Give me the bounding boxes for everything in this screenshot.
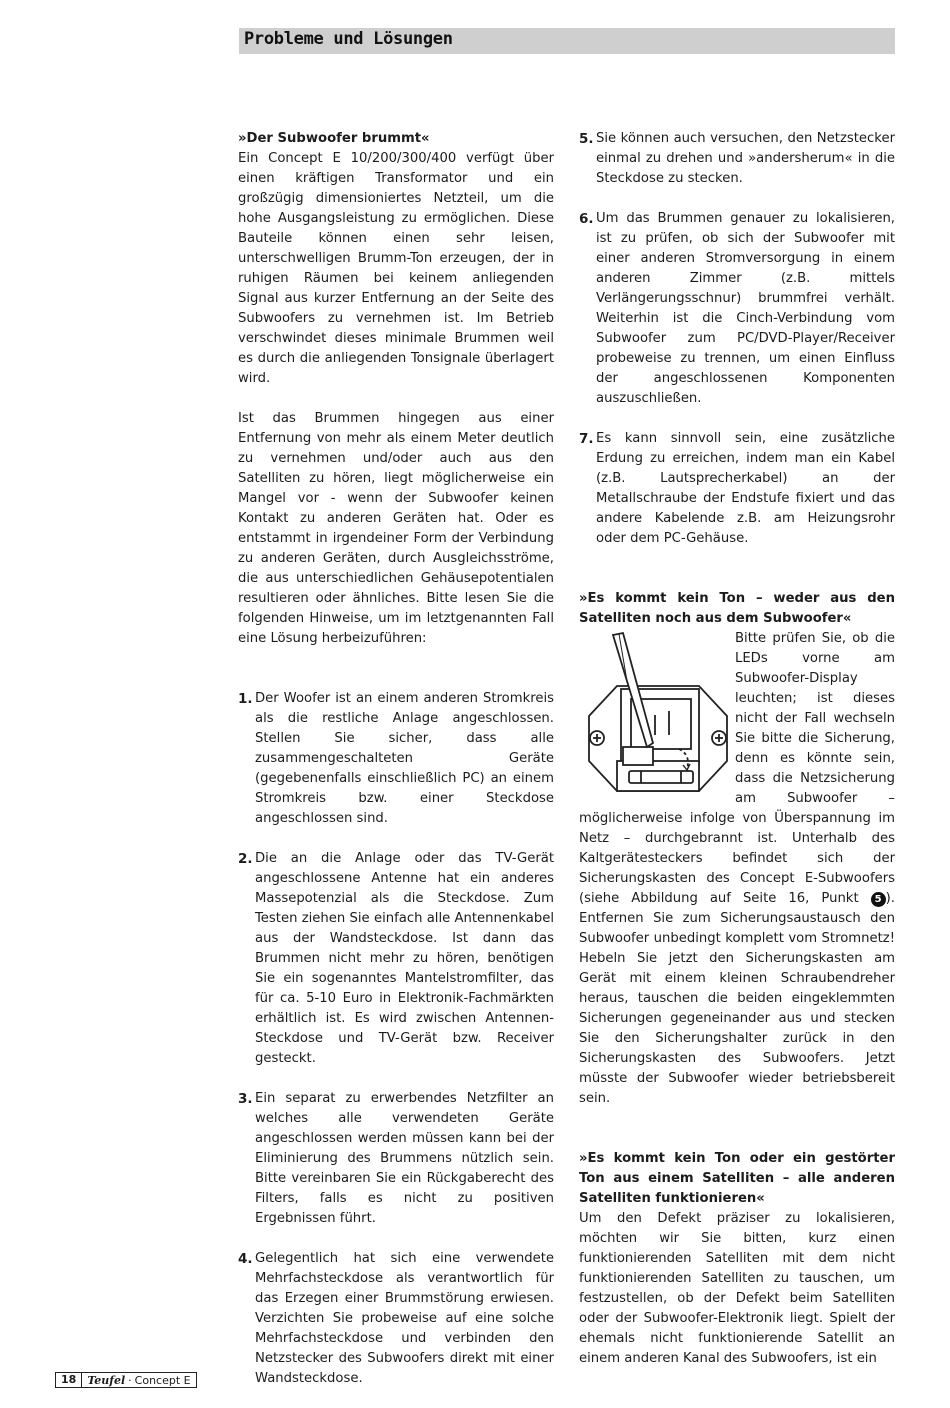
right-column <box>579 129 895 1369</box>
brand-logo: Teufel <box>87 1373 126 1387</box>
list-item: 1. Der Woofer ist an einem anderen Stromkreis als die restliche Anlage angeschlossen. Stellen Sie sicher, dass alle zusammengeschalteten Geräte (gegebenenfalls einschließlich PC) an einem Stromkreis bzw. einer Steckdose angeschlossen sind. <box>238 691 554 826</box>
marker-number-badge: 5 <box>871 892 886 907</box>
list-item: 4. Gelegentlich hat sich eine verwendete Mehrfachsteckdose als verantwortlich für das Erzegen einer Brummstörung erwiesen. Verzichten Sie probeweise auf eine solche Mehrfachsteckdose und verbinden den Netzstecker des Subwoofers direkt mit einer Wandsteckdose. <box>238 1251 554 1386</box>
paragraph-fuse-replacement: Bitte prüfen Sie, ob die LEDs vorne am Subwoofer-Display leuchten; ist dieses nicht der Fall wechseln Sie bitte die Sicherung, denn es könnte sein, dass die Netzsicherung am Subwoofer – möglicherweise infolge von Überspannung im Netz – durchgebrannt ist. Unterhalb des Kaltgerätesteckers befindet sich der Sicherungskasten des Concept E-Subwoofers (siehe Abbildung auf Seite 16, Punkt 5 ). Entfernen Sie zum Sicherungsaustausch den Subwoofer unbedingt komplett vom Stromnetz! Hebeln Sie jetzt den Sicherungskasten am Gerät mit einem kleinen Schraubendreher heraus, tauschen die beiden eingeklemmten Sicherungen gegeneinander aus und stecken Sie den Sicherungshalter zurück in den Sicherungskasten des Subwoofers. Jetzt müsste der Subwoofer wieder betriebsbereit sein. <box>579 631 895 1106</box>
paragraph-hum-distance: Ist das Brummen hingegen aus einer Entfernung von mehr als einem Meter deutlich zu vernehmen und/oder auch aus den Satelliten zu hören, liegt möglicherweise ein Mangel vor - wenn der Subwoofer keinen Kontakt zu anderen Geräten hat. Oder es entstammt in irgendeiner Form der Verbindung zu anderen Geräten, durch Ausgleichsströme, die aus unterschiedlichen Gehäusepotentialen resultieren oder ähnliches. Bitte lesen Sie die folgenden Hinweise, um im letztgenannten Fall eine Lösung herbeizuführen: <box>238 411 554 646</box>
list-item: 7. Es kann sinnvoll sein, eine zusätzliche Erdung zu erreichen, indem man ein Kabel (z.B. Lautsprecherkabel) an der Metallschraube der Endstufe fixiert und das andere Kabelende z.B. am Heizungsrohr oder dem PC-Gehäuse. <box>579 431 895 546</box>
product-name: Concept E <box>134 1373 191 1387</box>
list-item: 5. Sie können auch versuchen, den Netzstecker einmal zu drehen und »andersherum« in die Steckdose zu stecken. <box>579 131 895 186</box>
paragraph-satellite-swap: Um den Defekt präziser zu lokalisieren, möchten wir Sie bitten, kurz einen funktionierenden Satelliten mit dem nicht funktionierenden Satelliten zu tauschen, um festzustellen, ob der Defekt beim Satelliten oder der Subwoofer-Elektronik liegt. Spielt der ehemals nicht funktionierende Satellit an einem anderen Kanal des Subwoofers, ist ein <box>579 1211 895 1366</box>
list-item: 3. Ein separat zu erwerbendes Netzfilter an welches alle verwendeten Geräte angeschlossen werden müssen kann bei der Eliminierung des Brummens nützlich sein. Bitte vereinbaren Sie ein Rückgaberecht des Filters, falls es nicht zu positiven Ergebnissen führt. <box>238 1091 554 1226</box>
hum-solutions-list-continued <box>579 129 895 549</box>
heading-satellite-no-sound: »Es kommt kein Ton oder ein gestörter Ton aus einem Satelliten – alle anderen Satelliten funktionieren« <box>579 1151 895 1206</box>
paragraph-hum-intro: Ein Concept E 10/200/300/400 verfügt über einen kräftigen Transformator und ein großzügig dimensioniertes Netzteil, um die hohe Ausgangsleistung zu ermöglichen. Diese Bauteile können einen sehr leisen, unterschwelligen Brumm-Ton erzeugen, der in ruhigen Räumen bei keinem anliegenden Signal aus kurzer Entfernung an der Seite des Subwoofers zu vernehmen ist. Im Betrieb verschwindet dieses minimale Brummen weil es durch die anliegenden Tonsignale überlagert wird. <box>238 151 554 386</box>
heading-subwoofer-hum: »Der Subwoofer brummt« <box>238 131 430 146</box>
list-item: 2. Die an die Anlage oder das TV-Gerät angeschlossene Antenne hat ein anderes Massepotenzial als die Steckdose. Zum Testen ziehen Sie einfach alle Antennenkabel aus der Wandsteckdose. Ist dann das Brummen nicht mehr zu hören, benötigen Sie ein sogenanntes Mantelstromfilter, das für ca. 5-10 Euro in Elektronik-Fachmärkten erhältlich ist. Es wird zwischen Antennen-Steckdose und TV-Gerät bzw. Receiver gesteckt. <box>238 851 554 1066</box>
left-column <box>238 129 554 1389</box>
list-item: 6. Um das Brummen genauer zu lokalisieren, ist zu prüfen, ob sich der Subwoofer mit einer anderen Stromversorgung in einem anderen Zimmer (z.B. mittels Verlängerungsschnur) brummfrei verhält. Weiterhin ist die Cinch-Verbindung vom Subwoofer zum PC/DVD-Player/Receiver probeweise zu trennen, um einen Einfluss der angeschlossenen Komponenten auszuschließen. <box>579 211 895 406</box>
section-header-bar <box>239 28 895 54</box>
footer-separator: · <box>128 1373 132 1387</box>
page-number: 18 <box>56 1373 82 1387</box>
page-title: Probleme und Lösungen <box>244 29 453 49</box>
hum-solutions-list <box>238 689 554 1389</box>
heading-no-sound: »Es kommt kein Ton – weder aus den Satelliten noch aus dem Subwoofer« <box>579 591 895 626</box>
fuse-replacement-illustration <box>579 631 729 801</box>
page-footer <box>55 1372 197 1388</box>
